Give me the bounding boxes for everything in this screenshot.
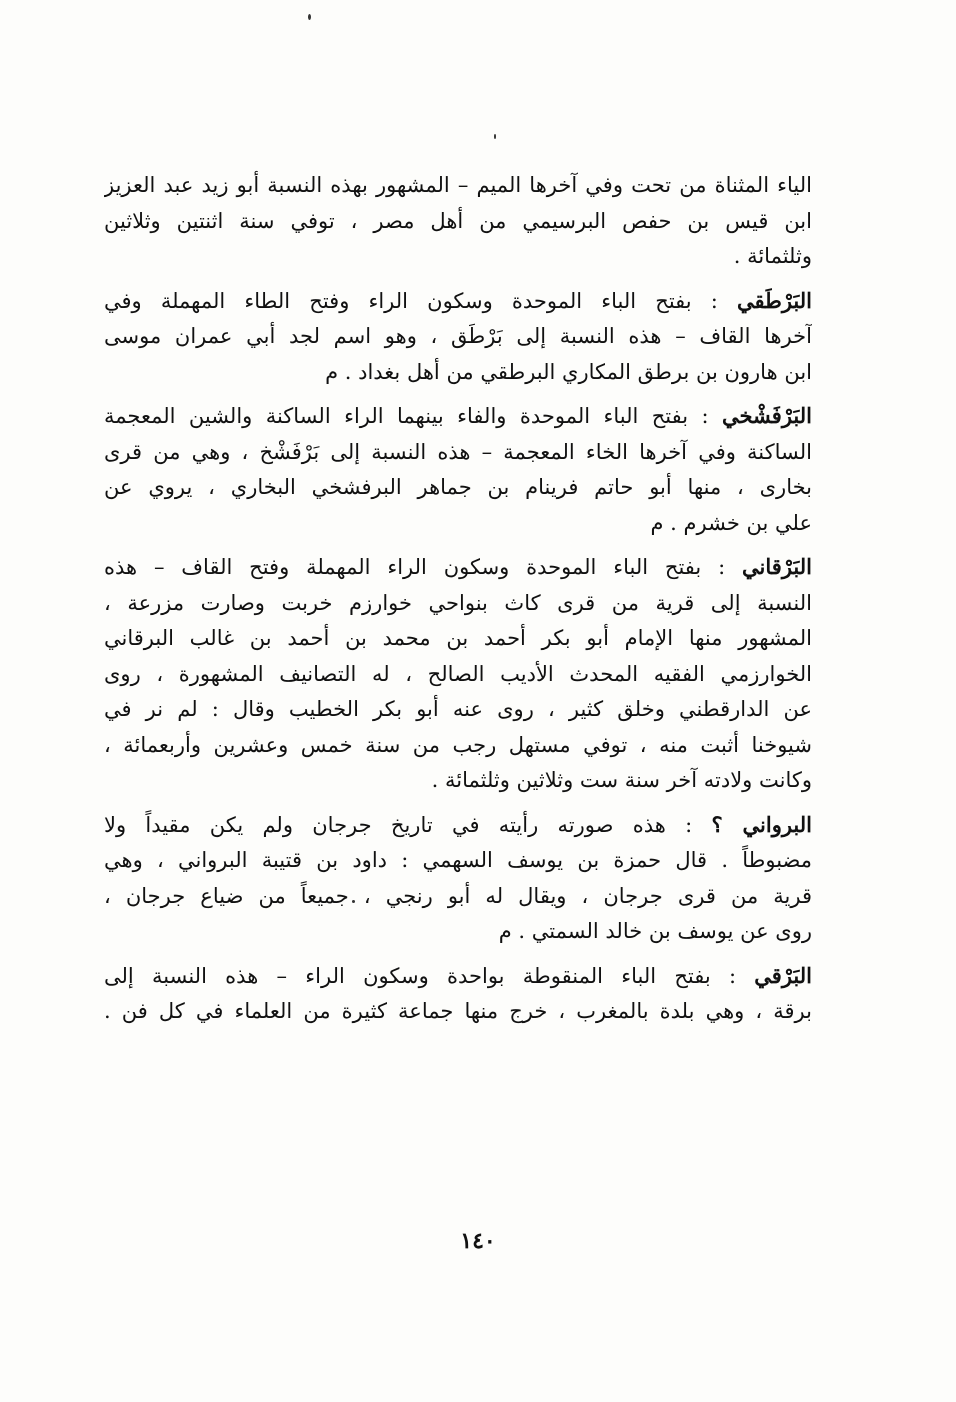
text-line: الخوارزمي الفقيه المحدث الأديب الصالح ، له التصانيف المشهورة ، روى [104,661,812,686]
text-line: علي بن خشرم . م [650,510,812,535]
text-line: روى عن يوسف بن خالد السمتي . م [498,919,812,943]
text-line: ابن قيس بن حفص البرسيمي من أهل مصر ، توفي سنة اثنتين وثلاثين [104,208,812,233]
entry-headword: البَرْقي [754,962,812,988]
text-line: النسبة إلى قرية من قرى كاث بنواحي خوارزم خربت وصارت مزرعة ، [104,590,812,615]
entry-text: : بفتح الباء المنقوطة بواحدة وسكون الراء – هذه النسبة إلى [104,963,755,988]
entry-bartaqi [104,283,812,391]
text-line: مضبوطاً . قال حمزة بن يوسف السهمي : داود بن قتيبة البرواني ، وهي [104,848,812,872]
entry-continuation [104,168,812,275]
text-line [104,283,812,320]
text-line: وثلثمائة . [733,244,812,268]
entry-headword: البَرْطَقي [737,287,812,313]
text-line [104,398,812,435]
text-line: المشهور منها الإمام أبو بكر أحمد بن محمد بن أحمد بن غالب البرقاني [104,626,812,650]
text-line: برقة ، وهي بلدة بالمغرب ، خرج منها جماعة كثيرة من العلماء في كل فن . [104,999,812,1023]
entry-barqi [104,958,812,1030]
entry-text: : بفتح الباء الموحدة وسكون الراء المهملة وفتح القاف – هذه [104,555,743,579]
page-number: ١٤٠ [460,1228,496,1254]
text-line [104,807,812,844]
text-line: قرية من قرى جرجان ، ويقال له أبو رنجي ، جميعاً من ضياع جرجان ، [104,883,812,908]
text-line [104,549,812,586]
entry-barwani [104,807,812,950]
entry-text: : بفتح الباء الموحدة وسكون الراء وفتح الطاء المهملة وفي [104,288,737,313]
entry-text: : هذه صورته رأيته في تاريخ جرجان ولم يكن مقيداً ولا [104,812,712,837]
scan-speck [494,134,496,139]
text-line: الساكنة وفي آخرها الخاء المعجمة – هذه النسبة إلى بَرْفَشْخ ، وهي من قرى [104,439,812,464]
entry-barfashkhi [104,398,812,541]
entry-text: : بفتح الباء الموحدة والفاء بينهما الراء الساكنة والشين المعجمة [104,404,722,428]
text-line: عن الدارقطني وخلق كثير ، روى عنه أبو بكر الخطيب وقال : لم نر في [104,697,812,721]
text-line: الياء المثناة من تحت وفي آخرها الميم – المشهور بهذه النسبة أبو زيد عبد العزيز [104,173,812,197]
body-text [104,168,812,1038]
text-line: شيوخنا أثبت منه ، توفي مستهل رجب من سنة خمس وعشرين وأربعمائة ، [104,732,812,757]
text-line: ابن هارون بن برطق المكاري البرطقي من أهل بغداد . م [325,359,812,384]
entry-headword: البَرْقاني [742,554,812,579]
text-line: بخارى ، منها أبو حاتم فرينام بن جماهر البرفشخي البخاري ، يروي عن [104,475,812,499]
text-line: آخرها القاف – هذه النسبة إلى بَرْطَق ، وهو اسم لجد أبي عمران موسى [104,324,812,348]
entry-headword: البَرْفَشْخي [722,403,812,428]
scan-speck [308,14,311,20]
entry-barqani [104,549,812,799]
entry-headword: البرواني ؟ [711,811,812,837]
text-line [104,958,812,995]
text-line: وكانت ولادته آخر سنة ست وثلاثين وثلثمائة . [431,768,812,792]
